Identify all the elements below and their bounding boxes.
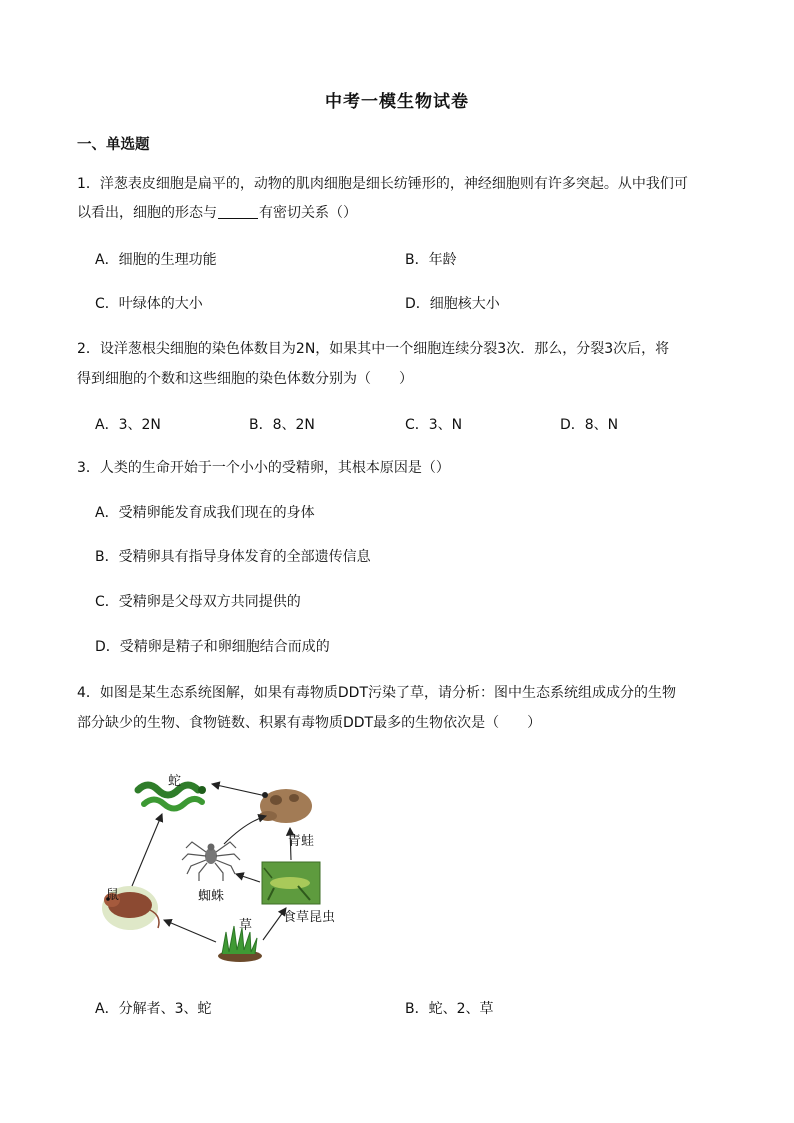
question-4-option-b: B．蛇、2、草	[405, 1001, 494, 1017]
question-3-option-b: B．受精卵具有指导身体发育的全部遗传信息	[95, 549, 371, 565]
question-2-option-b: B．8、2N	[249, 417, 315, 433]
question-1-line-1: 1．洋葱表皮细胞是扁平的，动物的肌肉细胞是细长纺锤形的，神经细胞则有许多突起。从中我们可	[77, 176, 688, 192]
question-2-option-c: C．3、N	[405, 417, 463, 433]
label-grass: 草	[239, 918, 253, 933]
question-3-option-a: A．受精卵能发育成我们现在的身体	[95, 505, 315, 521]
label-snake: 蛇	[168, 774, 182, 789]
label-insect: 食草昆虫	[283, 910, 336, 925]
frog-icon	[259, 789, 312, 823]
food-web-illustration	[98, 768, 358, 968]
food-web-diagram	[98, 768, 358, 968]
question-2-option-d: D．8、N	[560, 417, 619, 433]
grasshopper-icon	[262, 862, 320, 904]
question-1-option-d: D．细胞核大小	[405, 296, 500, 312]
question-3-option-c: C．受精卵是父母双方共同提供的	[95, 594, 301, 610]
label-mouse: 鼠	[106, 888, 120, 903]
question-1-line-2-pre: 以看出，细胞的形态与	[77, 205, 217, 221]
question-2-line-1: 2．设洋葱根尖细胞的染色体数目为2N，如果其中一个细胞连续分裂3次．那么，分裂3次后，将	[77, 341, 670, 357]
question-1-option-b: B．年龄	[405, 252, 457, 268]
question-3-line-1: 3．人类的生命开始于一个小小的受精卵，其根本原因是（）	[77, 460, 450, 476]
question-4-option-a: A．分解者、3、蛇	[95, 1001, 212, 1017]
section-heading: 一、单选题	[77, 137, 150, 153]
answer-blank	[218, 204, 258, 219]
label-frog: 青蛙	[288, 834, 315, 849]
question-1-line-2	[77, 203, 357, 223]
question-3-option-d: D．受精卵是精子和卵细胞结合而成的	[95, 639, 330, 655]
question-4-line-2: 部分缺少的生物、食物链数、积累有毒物质DDT最多的生物依次是（ ）	[77, 715, 542, 731]
question-2-line-2: 得到细胞的个数和这些细胞的染色体数分别为（ ）	[77, 371, 413, 387]
question-4-line-1: 4．如图是某生态系统图解，如果有毒物质DDT污染了草，请分析：图中生态系统组成成分的生物	[77, 685, 677, 701]
label-spider: 蜘蛛	[198, 889, 225, 904]
question-2-option-a: A．3、2N	[95, 417, 161, 433]
question-1-option-a: A．细胞的生理功能	[95, 252, 217, 268]
question-1-option-c: C．叶绿体的大小	[95, 296, 203, 312]
page-title: 中考一模生物试卷	[325, 92, 469, 112]
spider-icon	[182, 842, 240, 881]
question-1-line-2-post: 有密切关系（）	[259, 205, 357, 221]
